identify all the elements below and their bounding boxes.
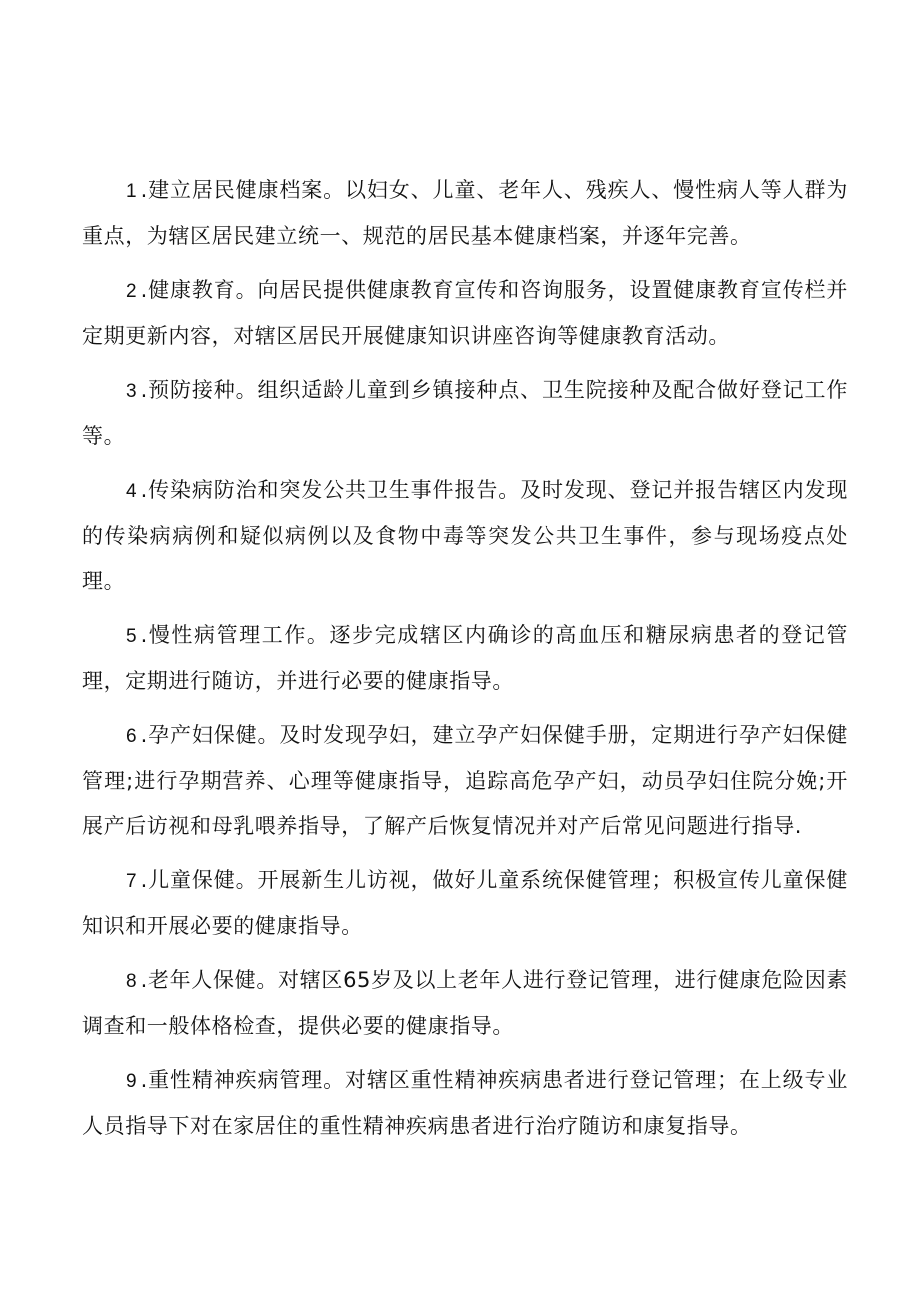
- item-number: 5: [126, 626, 137, 647]
- item-text: .重性精神疾病管理。对辖区重性精神疾病患者进行登记管理；在上级专业人员指导下对在家居住的重性精神疾病患者进行治疗随访和康复指导。: [82, 1068, 848, 1138]
- list-item: [82, 858, 848, 949]
- item-text: .建立居民健康档案。以妇女、儿童、老年人、残疾人、慢性病人等人群为重点，为辖区居民建立统一、规范的居民基本健康档案，并逐年完善。: [82, 178, 848, 248]
- item-text: .预防接种。组织适龄儿童到乡镇接种点、卫生院接种及配合做好登记工作等。: [82, 378, 848, 448]
- document-body: [82, 168, 848, 1158]
- list-item: [82, 368, 848, 459]
- list-item: [82, 268, 848, 359]
- item-number: 8: [126, 971, 137, 992]
- list-item: [82, 168, 848, 259]
- item-number: 3: [126, 381, 137, 402]
- item-number: 1: [126, 181, 137, 202]
- item-text: .传染病防治和突发公共卫生事件报告。及时发现、登记并报告辖区内发现的传染病病例和疑似病例以及食物中毒等突发公共卫生事件，参与现场疫点处理。: [82, 478, 848, 593]
- item-text: .慢性病管理工作。逐步完成辖区内确诊的高血压和糖尿病患者的登记管理，定期进行随访，并进行必要的健康指导。: [82, 623, 848, 693]
- list-item: [82, 468, 848, 604]
- item-text: .儿童保健。开展新生儿访视，做好儿童系统保健管理；积极宣传儿童保健知识和开展必要的健康指导。: [82, 868, 848, 938]
- item-text: .老年人保健。对辖区65岁及以上老年人进行登记管理，进行健康危险因素调查和一般体格检查，提供必要的健康指导。: [82, 968, 848, 1038]
- list-item: [82, 613, 848, 704]
- list-item: [82, 713, 848, 849]
- item-text: .健康教育。向居民提供健康教育宣传和咨询服务，设置健康教育宣传栏并定期更新内容，对辖区居民开展健康知识讲座咨询等健康教育活动。: [82, 278, 848, 348]
- item-number: 7: [126, 871, 137, 892]
- item-number: 9: [126, 1071, 137, 1092]
- item-number: 6: [126, 726, 137, 747]
- list-item: [82, 958, 848, 1049]
- item-number: 2: [126, 281, 137, 302]
- item-text: .孕产妇保健。及时发现孕妇，建立孕产妇保健手册，定期进行孕产妇保健管理;进行孕期营养、心理等健康指导，追踪高危孕产妇，动员孕妇住院分娩;开展产后访视和母乳喂养指导，了解产后恢复情况并对产后常见问题进行指导.: [82, 723, 848, 838]
- item-number: 4: [126, 481, 137, 502]
- list-item: [82, 1058, 848, 1149]
